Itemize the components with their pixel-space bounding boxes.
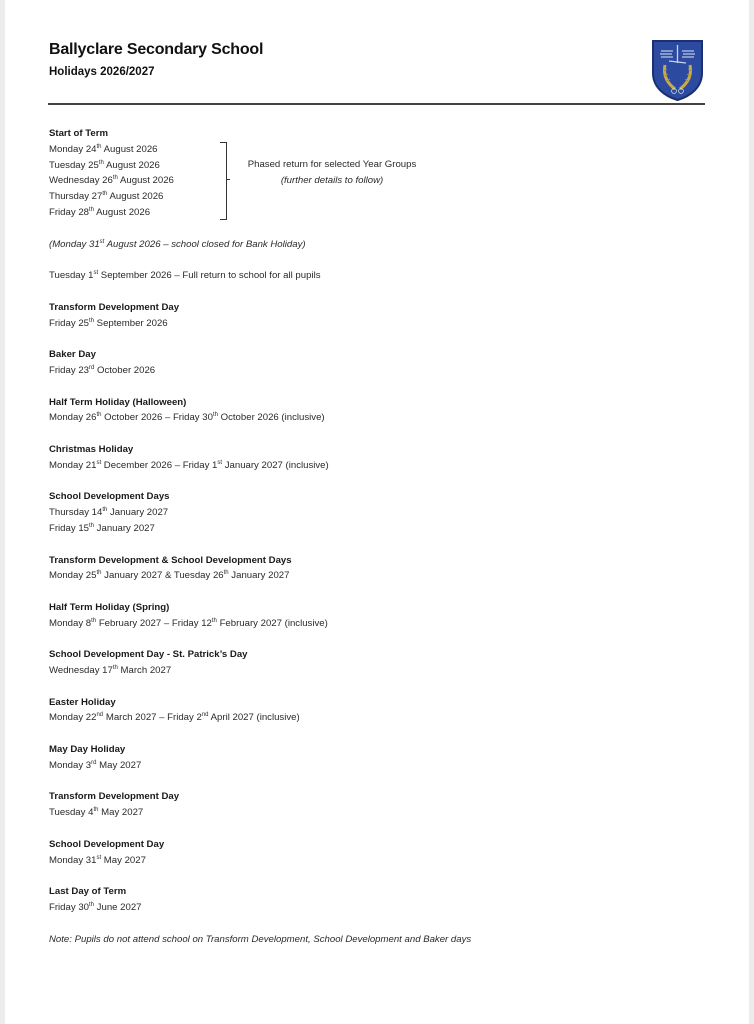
holiday-section	[49, 884, 709, 916]
section-heading: School Development Days	[49, 491, 170, 503]
date-line: Monday 8th February 2027 – Friday 12th February 2027 (inclusive)	[49, 617, 328, 629]
date-line: Friday 15th January 2027	[49, 522, 155, 534]
start-day-line: Friday 28th August 2026	[49, 206, 151, 218]
section-heading: Christmas Holiday	[49, 443, 134, 455]
full-return-line: Tuesday 1st September 2026 – Full return to school for all pupils	[49, 269, 321, 282]
date-line: Monday 3rd May 2027	[49, 759, 142, 771]
date-line: Tuesday 4th May 2027	[49, 807, 144, 819]
section-heading: Transform Development Day	[49, 791, 180, 803]
holiday-section	[49, 837, 709, 869]
date-line: Wednesday 17th March 2027	[49, 664, 172, 677]
holiday-section	[49, 553, 709, 585]
date-line: Monday 25th January 2027 & Tuesday 26th January 2027	[49, 570, 290, 582]
document-page	[5, 0, 749, 1024]
phased-note-text: Phased return for selected Year Groups	[247, 159, 417, 170]
section-heading: Easter Holiday	[49, 696, 116, 708]
school-crest-icon	[651, 39, 704, 102]
start-day-line: Wednesday 26th August 2026	[49, 175, 174, 187]
start-day-line: Thursday 27th August 2026	[49, 191, 164, 203]
holiday-section	[49, 442, 709, 474]
holiday-list	[49, 126, 709, 947]
section-heading: School Development Day	[49, 838, 165, 850]
section-heading: May Day Holiday	[49, 744, 126, 756]
section-heading: School Development Day - St. Patrick’s Day	[49, 649, 248, 661]
section-heading: Baker Day	[49, 349, 96, 361]
bracket-tick	[226, 179, 230, 180]
footer-note: Note: Pupils do not attend school on Transform Development, School Development and Baker days	[49, 933, 472, 945]
holiday-section	[49, 600, 709, 632]
holiday-section	[49, 395, 709, 427]
date-line: Friday 25th September 2026	[49, 317, 168, 329]
school-name: Ballyclare Secondary School	[49, 41, 264, 58]
date-line: Monday 21st December 2026 – Friday 1st January 2027 (inclusive)	[49, 459, 329, 471]
holiday-section	[49, 742, 709, 774]
bracket-brace	[220, 142, 227, 220]
document-subtitle: Holidays 2026/2027	[49, 66, 155, 78]
date-line: Friday 23rd October 2026	[49, 364, 156, 376]
holiday-section	[49, 695, 709, 727]
holiday-section	[49, 300, 709, 332]
date-line: Monday 22nd March 2027 – Friday 2nd April 2027 (inclusive)	[49, 712, 300, 724]
holiday-section	[49, 489, 709, 536]
section-heading: Half Term Holiday (Halloween)	[49, 396, 187, 408]
bank-holiday-note: (Monday 31st August 2026 – school closed for Bank Holiday)	[49, 238, 306, 250]
start-day-line: Tuesday 25th August 2026	[49, 159, 160, 171]
section-heading: Transform Development & School Development Days	[49, 554, 292, 566]
phased-return-note	[237, 157, 427, 189]
holiday-section	[49, 647, 709, 679]
section-heading: Half Term Holiday (Spring)	[49, 601, 170, 613]
start-day-line: Monday 24th August 2026	[49, 143, 158, 155]
section-heading: Last Day of Term	[49, 886, 127, 898]
start-of-term-section	[49, 126, 709, 221]
section-heading: Start of Term	[49, 128, 108, 139]
date-line: Monday 26th October 2026 – Friday 30th October 2026 (inclusive)	[49, 412, 325, 424]
section-heading: Transform Development Day	[49, 301, 180, 313]
holiday-section	[49, 789, 709, 821]
date-line: Friday 30th June 2027	[49, 901, 142, 914]
phased-note-detail: (further details to follow)	[280, 174, 384, 186]
date-line: Thursday 14th January 2027	[49, 506, 169, 519]
date-line: Monday 31st May 2027	[49, 854, 146, 866]
header-divider	[48, 103, 705, 105]
holiday-section	[49, 347, 709, 379]
